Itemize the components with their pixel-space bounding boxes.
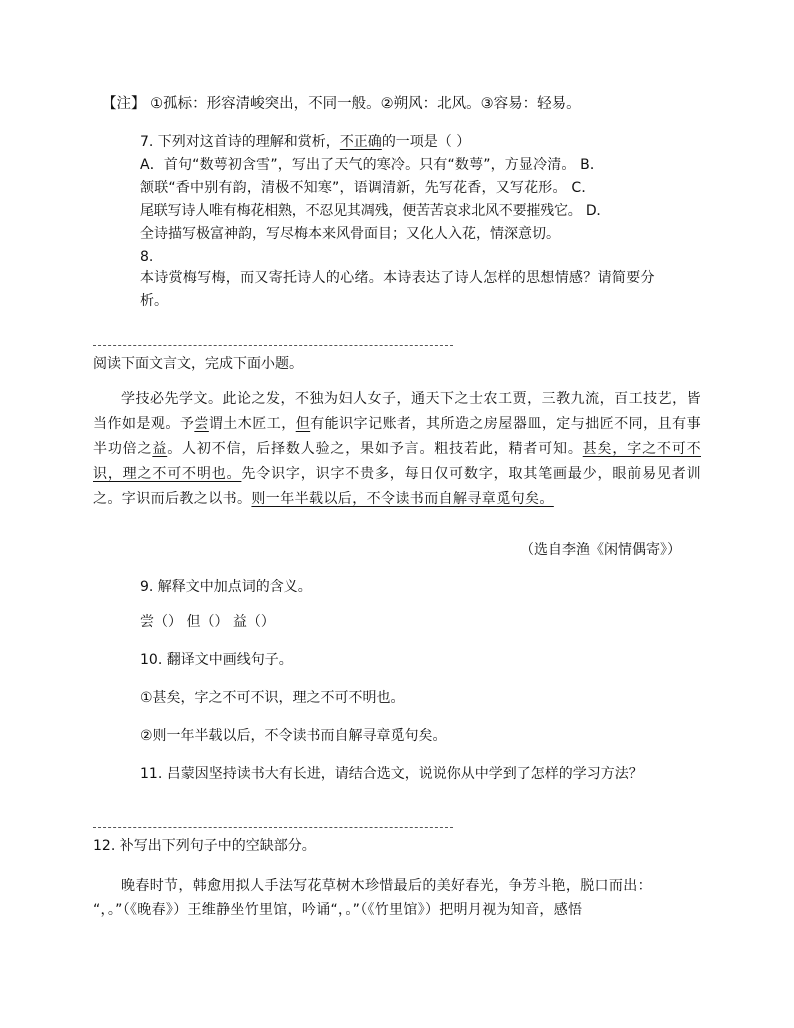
reading-instruction: 阅读下面文言文，完成下面小题。 [93,356,303,372]
question-7-option-line-1: A．首句“数萼初含雪”，写出了天气的寒冷。只有“数萼”，方显冷清。 B． [140,157,605,173]
question-9: 9. 解释文中加点词的含义。 [140,579,312,595]
question-11: 11. 吕蒙因坚持读书大有长进，请结合选文，说说你从中学到了怎样的学习方法？ [140,766,643,782]
question-7-stem-prefix: 7. 下列对这首诗的理解和赏析， [140,134,340,150]
passage-text-1: 学技必先学文。此论之发，不独为妇人女子，通天下之士农工贾，三教九流，百工技艺，皆当作如是观。予 [93,391,701,432]
question-9-items: 尝（） 但（） 益（） [140,614,275,630]
passage-underlined-sentence-1: 甚矣，字之不可不识，理之不可不明也。 [93,441,701,482]
question-10-sentence-1: ①甚矣，字之不可不识，理之不可不明也。 [140,690,405,706]
question-10: 10. 翻译文中画线句子。 [140,652,293,668]
question-12: 12. 补写出下列句子中的空缺部分。 [93,838,316,854]
passage-text-2: 谓土木匠工， [208,416,296,432]
passage-text-4: 。人初不信，后择数人验之，果如予言。粗技若此，精者可知。 [167,441,583,457]
passage-source: （选自李渔《闲情偶寄》） [520,542,681,558]
question-7-option-line-3: 尾联写诗人唯有梅花相熟，不忍见其凋残，便苦苦哀求北风不要摧残它。 D． [140,203,611,219]
question-8-number: 8. [140,249,154,265]
passage-text-5: 先令识字，识字不贵多，每日仅可数字，取其笔画最少，眼前易见者训之。字识而后教之以书。 [93,466,701,507]
passage-marked-word-dan: 但 [295,416,311,432]
annotation-note: 【注】 ①孤标：形容清峻突出，不同一般。②朔风：北风。③容易：轻易。 [102,96,581,112]
question-7-option-line-4: 全诗描写极富神韵，写尽梅本来风骨面目；又化人入花，情深意切。 [140,226,560,242]
question-7-stem [140,132,470,152]
section-divider [93,827,453,828]
section-divider [93,345,453,346]
passage-marked-word-chang: 尝 [194,416,209,432]
question-12-line-2: “，。”（《晚春》）王维静坐竹里馆，吟诵“，。”（《竹里馆》）把明月视为知音，感悟 [93,902,583,918]
classical-passage [93,387,701,512]
passage-underlined-sentence-2: 则一年半载以后，不令读书而自解寻章觅句矣。 [251,491,554,507]
question-8-line-1: 本诗赏梅写梅，而又寄托诗人的心绪。本诗表达了诗人怎样的思想情感？请简要分 [140,270,655,286]
question-10-sentence-2: ②则一年半载以后，不令读书而自解寻章觅句矣。 [140,728,447,744]
question-7-underlined-word: 不正确 [339,134,382,150]
question-12-line-1: 晚春时节，韩愈用拟人手法写花草树木珍惜最后的美好春光，争芳斗艳，脱口而出： [121,878,652,894]
question-7-option-line-2: 颔联“香中别有韵，清极不知寒”，语调清新，先写花香，又写花形。 C． [140,180,596,196]
passage-marked-word-yi: 益 [152,441,168,457]
passage-text-3: 有能识字记账者，其所造之房屋器皿，定与拙匠不同，且有事半功倍之 [93,416,701,457]
question-8-line-2: 析。 [140,293,168,309]
question-7-stem-suffix: 的一项是（ ） [381,134,471,150]
